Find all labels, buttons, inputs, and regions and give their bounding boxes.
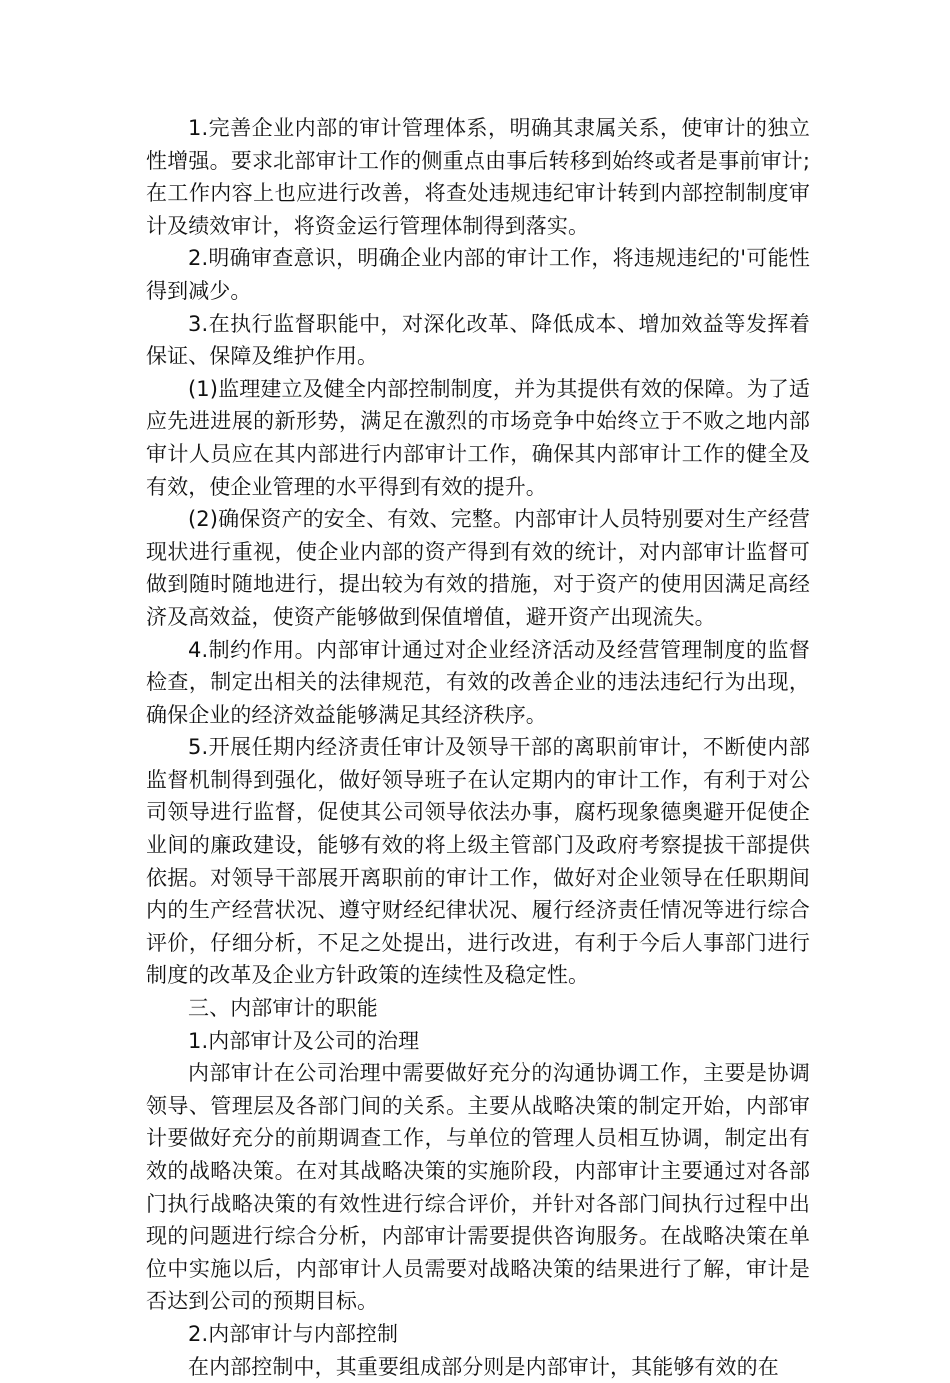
paragraph-restriction-role: 4.制约作用。内部审计通过对企业经济活动及经营管理制度的监督检查，制定出相关的法律规范，有效的改善企业的违法违纪行为出现，确保企业的经济效益能够满足其经济秩序。 — [146, 637, 810, 727]
paragraph-internal-control-system: (1)监理建立及健全内部控制制度，并为其提供有效的保障。为了适应先进进展的新形势，满足在激烈的市场竞争中始终立于不败之地内部审计人员应在其内部进行内部审计工作，确保其内部审计工作的健全及有效，使企业管理的水平得到有效的提升。 — [146, 376, 810, 499]
paragraph-asset-safety: (2)确保资产的安全、有效、完整。内部审计人员特别要对生产经营现状进行重视，使企业内部的资产得到有效的统计，对内部审计监督可做到随时随地进行，提出较为有效的措施，对于资产的使用因满足高经济及高效益，使资产能够做到保值增值，避开资产出现流失。 — [146, 507, 810, 629]
paragraph-corporate-governance: 内部审计在公司治理中需要做好充分的沟通协调工作，主要是协调领导、管理层及各部门间的关系。主要从战略决策的制定开始，内部审计要做好充分的前期调查工作，与单位的管理人员相互协调，制定出有效的战略决策。在对其战略决策的实施阶段，内部审计主要通过对各部门执行战略决策的有效性进行综合评价，并针对各部门间执行过程中出现的问题进行综合分析，内部审计需要提供咨询服务。在战略决策在单位中实施以后，内部审计人员需要对战略决策的结果进行了解，审计是否达到公司的预期目标。 — [146, 1061, 810, 1314]
document-page — [146, 112, 810, 1383]
paragraph-internal-control: 在内部控制中，其重要组成部分则是内部审计，其能够有效的在 — [188, 1354, 779, 1379]
subheading-corporate-governance: 1.内部审计及公司的治理 — [188, 1028, 420, 1053]
subheading-internal-control: 2.内部审计与内部控制 — [188, 1321, 399, 1346]
paragraph-supervision-role: 3.在执行监督职能中，对深化改革、降低成本、增加效益等发挥着保证、保障及维护作用。 — [146, 311, 810, 369]
paragraph-audit-system: 1.完善企业内部的审计管理体系，明确其隶属关系，使审计的独立性增强。要求北部审计工作的侧重点由事后转移到始终或者是事前审计;在工作内容上也应进行改善，将查处违规违纪审计转到内部控制制度审计及绩效审计，将资金运行管理体制得到落实。 — [146, 116, 810, 238]
paragraph-economic-responsibility-audit: 5.开展任期内经济责任审计及领导干部的离职前审计，不断使内部监督机制得到强化，做好领导班子在认定期内的审计工作，有利于对公司领导进行监督，促使其公司领导依法办事，腐朽现象德奥避开促使企业间的廉政建设，能够有效的将上级主管部门及政府考察提拔干部提供依据。对领导干部展开离职前的审计工作，做好对企业领导在任职期间内的生产经营状况、遵守财经纪律状况、履行经济责任情况等进行综合评价，仔细分析，不足之处提出，进行改进，有利于今后人事部门进行制度的改革及企业方针政策的连续性及稳定性。 — [146, 735, 810, 988]
paragraph-review-awareness: 2.明确审查意识，明确企业内部的审计工作，将违规违纪的'可能性得到减少。 — [146, 246, 810, 303]
section-heading-functions: 三、内部审计的职能 — [188, 996, 378, 1021]
